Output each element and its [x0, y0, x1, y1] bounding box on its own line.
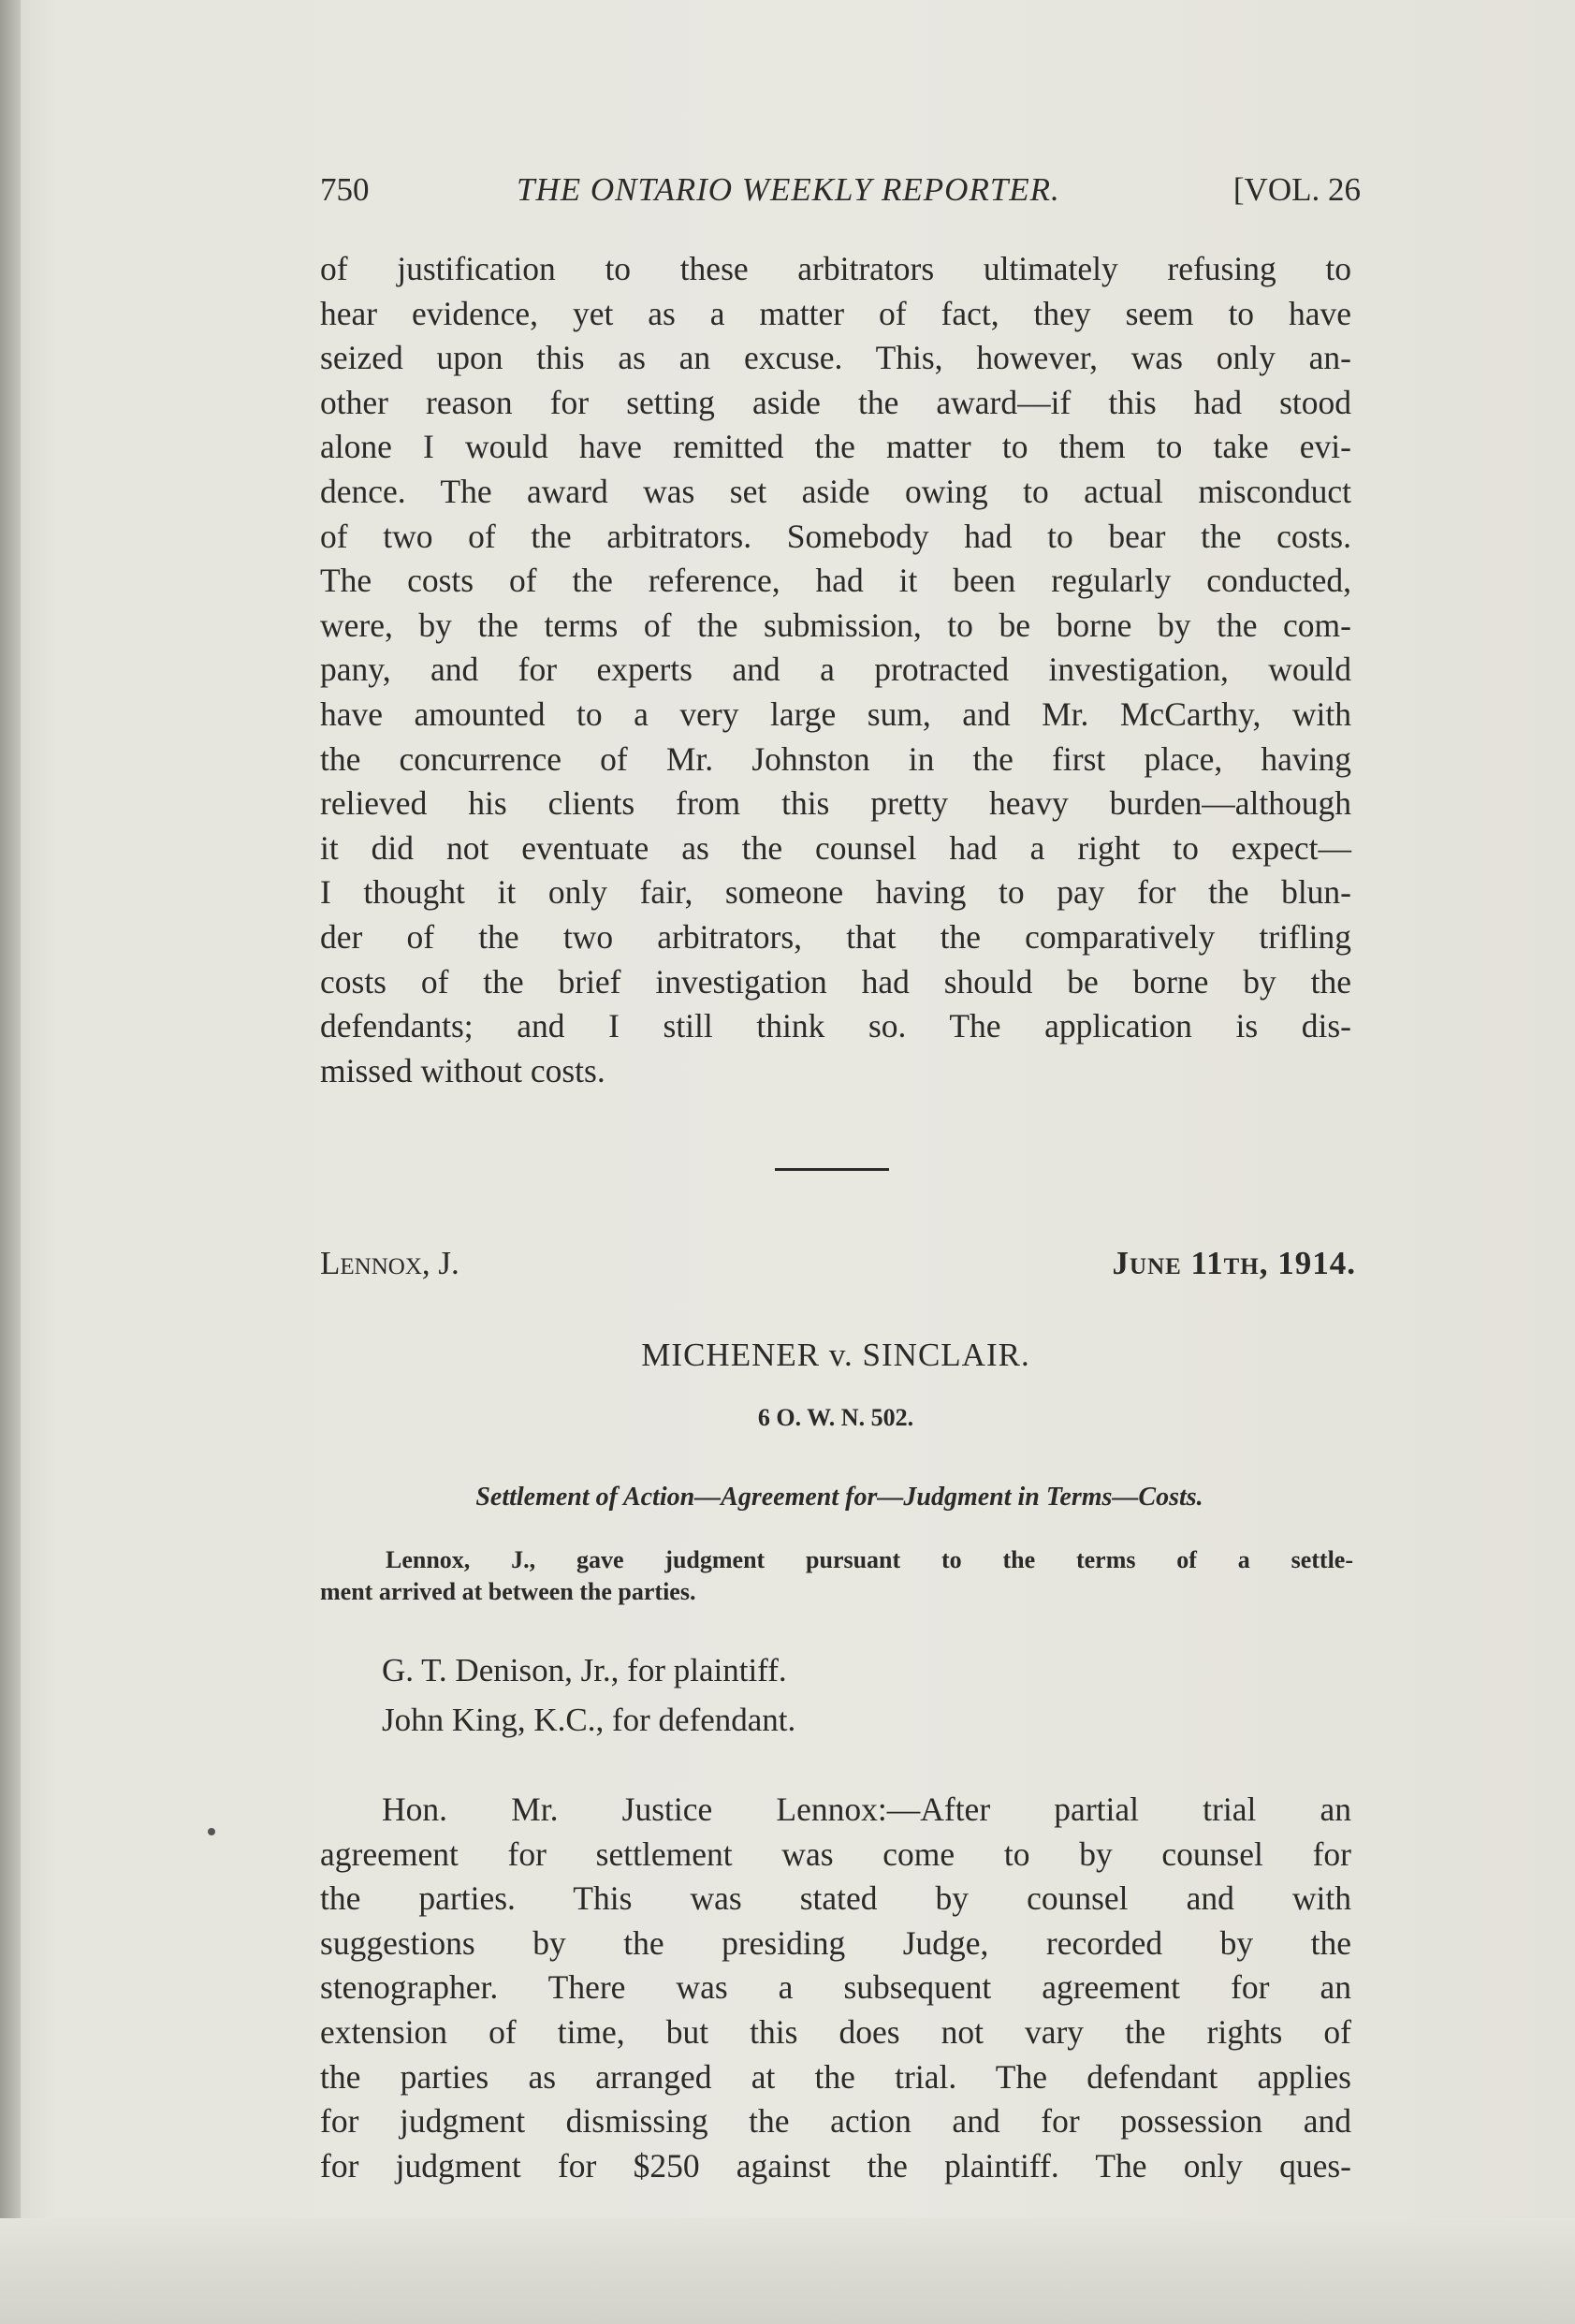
text-line: agreement for settlement was come to by counsel for — [320, 1834, 1351, 1873]
text-line: were, by the terms of the submission, to be borne by the com- — [320, 606, 1351, 644]
text-line: defendants; and I still think so. The application is dis- — [320, 1007, 1351, 1045]
text-line: seized upon this as an excuse. This, however, was only an- — [320, 339, 1351, 377]
running-title: THE ONTARIO WEEKLY REPORTER. — [517, 171, 1060, 208]
text-line: missed without costs. — [320, 1051, 605, 1089]
book-spine-shadow — [0, 0, 21, 2324]
text-line: for judgment for $250 against the plaintiff. The only ques- — [320, 2146, 1351, 2185]
text-line: the parties as arranged at the trial. The defendant applies — [320, 2057, 1351, 2096]
text-line: der of the two arbitrators, that the comparatively trifling — [320, 917, 1351, 956]
text-line: have amounted to a very large sum, and Mr. McCarthy, with — [320, 694, 1351, 733]
opinion-paragraph — [320, 1788, 1351, 2188]
text-line: The costs of the reference, had it been regularly conducted, — [320, 562, 1351, 600]
case-citation: 6 O. W. N. 502. — [757, 1404, 914, 1431]
decision-date: June 11th, 1914. — [1112, 1245, 1356, 1281]
case-title: MICHENER v. SINCLAIR. — [641, 1337, 1030, 1373]
text-line: suggestions by the presiding Judge, recorded by the — [320, 1923, 1351, 1962]
page-bottom-edge — [0, 2218, 1575, 2324]
running-header — [320, 171, 1361, 214]
margin-mark — [208, 1828, 215, 1835]
text-line: costs of the brief investigation had should be borne by the — [320, 962, 1351, 1001]
text-line: it did not eventuate as the counsel had a right to expect— — [320, 828, 1351, 867]
summary-line: Lennox, J., gave judgment pursuant to the terms of a settle- — [386, 1546, 1353, 1573]
section-divider — [775, 1168, 889, 1171]
text-line: relieved his clients from this pretty heavy burden—although — [320, 784, 1351, 823]
text-line: of two of the arbitrators. Somebody had to bear the costs. — [320, 517, 1351, 555]
continuation-paragraph — [320, 247, 1351, 1093]
text-line: the parties. This was stated by counsel and with — [320, 1879, 1351, 1918]
text-line: the concurrence of Mr. Johnston in the first place, having — [320, 739, 1351, 778]
text-line: alone I would have remitted the matter to them to take evi- — [320, 428, 1351, 466]
volume-label: [VOL. 26 — [1232, 171, 1361, 208]
text-line: pany, and for experts and a protracted investigation, would — [320, 650, 1351, 689]
headnote: Settlement of Action—Agreement for—Judgment in Terms—Costs. — [475, 1483, 1203, 1512]
text-line: dence. The award was set aside owing to actual misconduct — [320, 472, 1351, 510]
counsel-defendant: John King, K.C., for defendant. — [382, 1702, 796, 1738]
page-number: 750 — [320, 171, 370, 208]
judge-name: Lennox, J. — [320, 1245, 459, 1281]
case-summary — [320, 1544, 1353, 1608]
counsel-plaintiff: G. T. Denison, Jr., for plaintiff. — [382, 1652, 787, 1688]
text-line: extension of time, but this does not vary the rights of — [320, 2012, 1351, 2051]
text-line: hear evidence, yet as a matter of fact, they seem to have — [320, 294, 1351, 332]
text-line: other reason for setting aside the award—if this had stood — [320, 383, 1351, 421]
text-line: for judgment dismissing the action and for possession and — [320, 2102, 1351, 2141]
text-line: Hon. Mr. Justice Lennox:—After partial trial an — [382, 1791, 1351, 1828]
summary-line: ment arrived at between the parties. — [320, 1578, 696, 1605]
text-line: of justification to these arbitrators ultimately refusing to — [320, 250, 1351, 287]
text-line: I thought it only fair, someone having to pay for the blun- — [320, 873, 1351, 912]
text-line: stenographer. There was a subsequent agreement for an — [320, 1968, 1351, 2007]
